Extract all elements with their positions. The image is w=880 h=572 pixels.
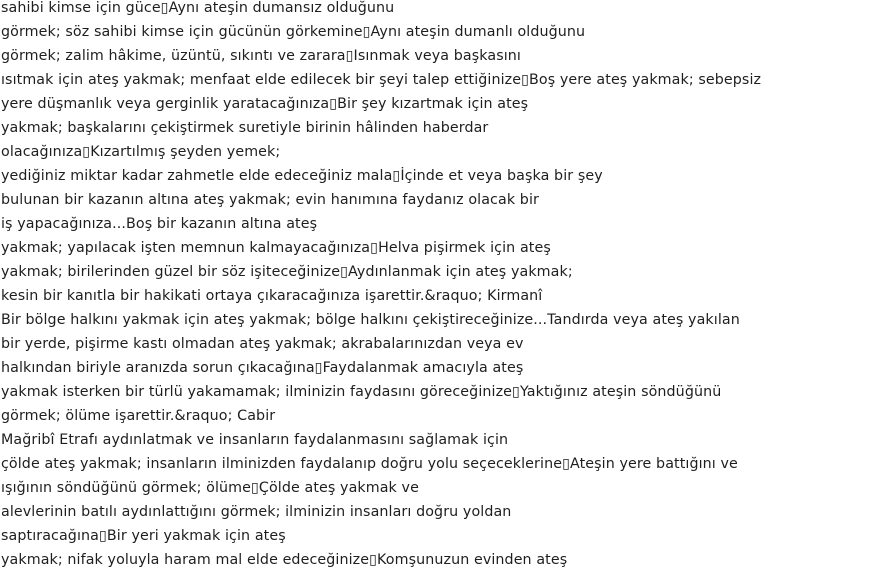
text-line: yediğiniz miktar kadar zahmetle elde edeceğiniz mala▯İçinde et veya başka bir şey bbox=[1, 168, 603, 184]
text-line: yakmak; başkalarını çekiştirmek suretiyle birinin hâlinden haberdar bbox=[1, 120, 489, 136]
text-line: yakmak isterken bir türlü yakamamak; ilminizin faydasını göreceğinize▯Yaktığınız ateşin söndüğünü bbox=[1, 384, 722, 400]
text-line: yakmak; nifak yoluyla haram mal elde edeceğinize▯Komşunuzun evinden ateş bbox=[1, 552, 568, 568]
text-line: Mağribî Etrafı aydınlatmak ve insanların faydalanmasını sağlamak için bbox=[1, 432, 509, 448]
text-line: yakmak; birilerinden güzel bir söz işiteceğinize▯Aydınlanmak için ateş yakmak; bbox=[1, 264, 573, 280]
text-line: kesin bir kanıtla bir hakikati ortaya çıkaracağınıza işarettir.&raquo; Kirmanî bbox=[1, 288, 543, 304]
text-line: görmek; söz sahibi kimse için gücünün görkemine▯Aynı ateşin dumanlı olduğunu bbox=[1, 24, 586, 40]
text-line: sahibi kimse için güce▯Aynı ateşin dumansız olduğunu bbox=[1, 0, 395, 16]
text-line: bulunan bir kazanın altına ateş yakmak; evin hanımına faydanız olacak bir bbox=[1, 192, 539, 208]
text-line: iş yapacağınıza...Boş bir kazanın altına ateş bbox=[1, 216, 318, 232]
text-line: yakmak; yapılacak işten memnun kalmayacağınıza▯Helva pişirmek için ateş bbox=[1, 240, 551, 256]
text-line: çölde ateş yakmak; insanların ilminizden faydalanıp doğru yolu seçeceklerine▯Ateşin yere battığını ve bbox=[1, 456, 738, 472]
text-line: Bir bölge halkını yakmak için ateş yakmak; bölge halkını çekiştireceğinize...Tandırda veya ateş yakılan bbox=[1, 312, 740, 328]
text-line: bir yerde, pişirme kastı olmadan ateş yakmak; akrabalarınızdan veya ev bbox=[1, 336, 524, 352]
text-line: ısıtmak için ateş yakmak; menfaat elde edilecek bir şeyi talep ettiğinize▯Boş yere ateş yakmak; sebepsiz bbox=[1, 72, 762, 88]
text-line: halkından biriyle aranızda sorun çıkacağına▯Faydalanmak amacıyla ateş bbox=[1, 360, 524, 376]
text-line: görmek; zalim hâkime, üzüntü, sıkıntı ve zarara▯Isınmak veya başkasını bbox=[1, 48, 521, 64]
text-line: saptıracağına▯Bir yeri yakmak için ateş bbox=[1, 528, 286, 544]
text-line: görmek; ölüme işarettir.&raquo; Cabir bbox=[1, 408, 276, 424]
text-line: ışığının söndüğünü görmek; ölüme▯Çölde ateş yakmak ve bbox=[1, 480, 419, 496]
text-line: alevlerinin batılı aydınlattığını görmek; ilminizin insanları doğru yoldan bbox=[1, 504, 512, 520]
text-line: yere düşmanlık veya gerginlik yaratacağınıza▯Bir şey kızartmak için ateş bbox=[1, 96, 529, 112]
text-line: olacağınıza▯Kızartılmış şeyden yemek; bbox=[1, 144, 281, 160]
